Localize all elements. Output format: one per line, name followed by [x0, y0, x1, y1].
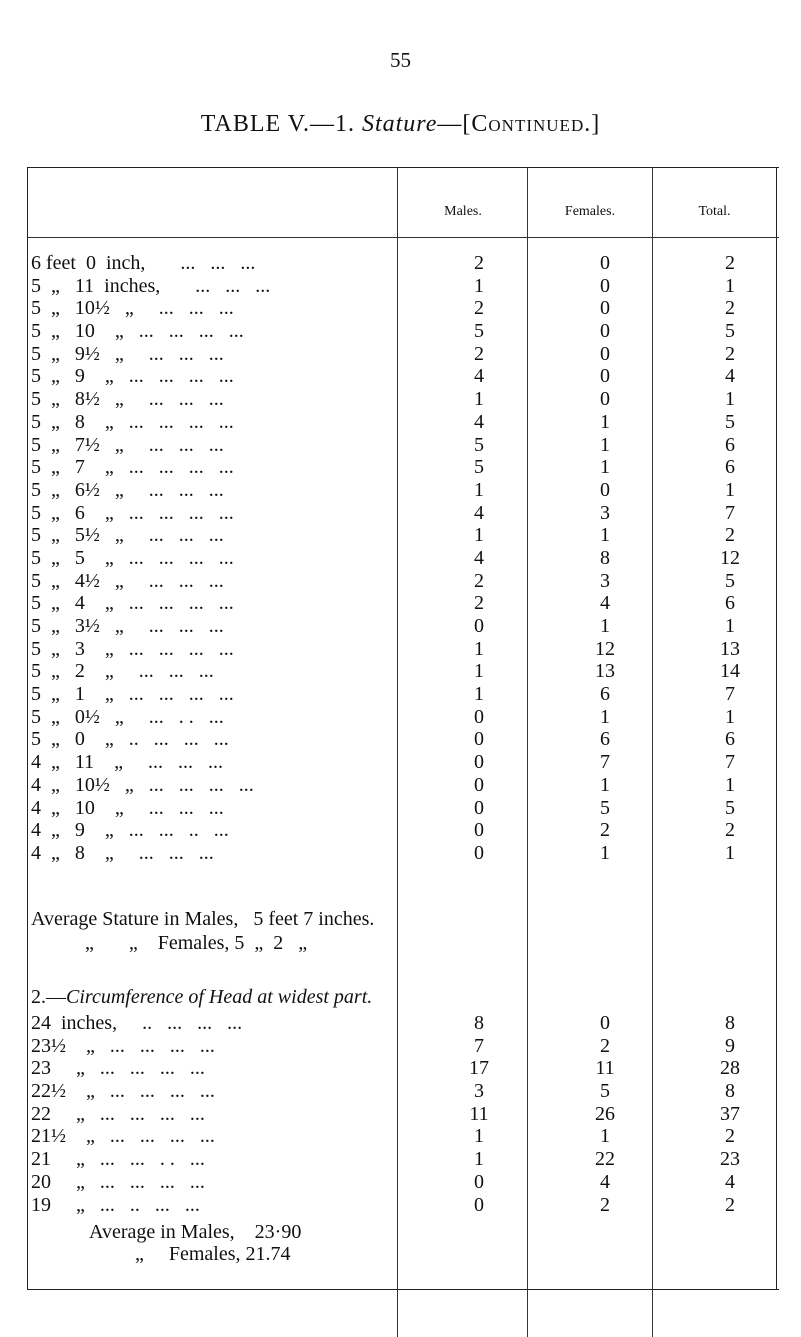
total-cell: 2 — [725, 1193, 735, 1216]
row-label: 4 „ 11 „ ... ... ... — [31, 751, 224, 774]
table-row — [27, 343, 777, 366]
males-cell: 1 — [474, 524, 484, 547]
females-cell: 2 — [600, 1193, 610, 1216]
females-cell: 0 — [600, 342, 610, 365]
row-label: 5 „ 3 „ ... ... ... ... — [31, 637, 234, 660]
row-label: 21 „ ... ... . . ... — [31, 1148, 205, 1171]
total-cell: 13 — [720, 637, 740, 660]
total-cell: 9 — [725, 1034, 735, 1057]
total-cell: 7 — [725, 683, 735, 706]
total-cell: 5 — [725, 410, 735, 433]
total-cell: 5 — [725, 320, 735, 343]
section2-title: Circumference of Head at widest part. — [66, 986, 373, 1008]
females-cell: 0 — [600, 1012, 610, 1034]
females-cell: 1 — [600, 773, 610, 796]
row-label: 5 „ 8½ „ ... ... ... — [31, 388, 224, 411]
average-head-males: Average in Males, 23·90 — [89, 1221, 302, 1243]
table-row — [27, 456, 777, 479]
females-cell: 7 — [600, 751, 610, 774]
males-cell: 0 — [474, 1193, 484, 1216]
males-cell: 4 — [474, 410, 484, 433]
table-bottom-border — [27, 1289, 779, 1290]
females-cell: 3 — [600, 501, 610, 524]
table-row — [27, 524, 777, 547]
table-row — [27, 751, 777, 774]
table-row — [27, 706, 777, 729]
table-row — [27, 1125, 777, 1148]
table-row — [27, 1080, 777, 1103]
table-row — [27, 592, 777, 615]
females-cell: 0 — [600, 388, 610, 411]
title-italic: Stature — [361, 111, 438, 137]
page-number: 55 — [390, 48, 411, 72]
males-cell: 0 — [474, 1170, 484, 1193]
females-cell: 22 — [595, 1148, 615, 1171]
females-cell: 1 — [600, 1125, 610, 1148]
row-label: 22 „ ... ... ... ... — [31, 1102, 205, 1125]
row-label: 4 „ 10½ „ ... ... ... ... — [31, 773, 254, 796]
table-row — [27, 1103, 777, 1126]
males-cell: 1 — [474, 660, 484, 683]
females-cell: 1 — [600, 524, 610, 547]
row-label: 5 „ 6½ „ ... ... ... — [31, 478, 224, 501]
row-label: 5 „ 9 „ ... ... ... ... — [31, 365, 234, 388]
total-cell: 8 — [725, 1080, 735, 1103]
average-head-females: „ Females, 21.74 — [135, 1243, 291, 1265]
total-cell: 2 — [725, 252, 735, 274]
section2-heading — [31, 986, 372, 1009]
males-cell: 1 — [474, 683, 484, 706]
females-cell: 11 — [595, 1057, 615, 1080]
table-row — [27, 411, 777, 434]
title-prefix: TABLE V.—1. — [200, 111, 362, 137]
row-label: 5 „ 9½ „ ... ... ... — [31, 342, 224, 365]
total-cell: 14 — [720, 660, 740, 683]
females-cell: 6 — [600, 683, 610, 706]
header-females: Females. — [564, 204, 616, 219]
females-cell: 4 — [600, 592, 610, 615]
males-cell: 2 — [474, 342, 484, 365]
males-cell: 4 — [474, 546, 484, 569]
females-cell: 1 — [600, 410, 610, 433]
table-row — [27, 434, 777, 457]
table-row — [27, 365, 777, 388]
females-cell: 0 — [600, 478, 610, 501]
row-label: 5 „ 10 „ ... ... ... ... — [31, 320, 244, 343]
total-cell: 6 — [725, 592, 735, 615]
row-label: 5 „ 8 „ ... ... ... ... — [31, 410, 234, 433]
females-cell: 0 — [600, 252, 610, 274]
females-cell: 6 — [600, 728, 610, 751]
table-row — [27, 502, 777, 525]
row-label: 5 „ 4½ „ ... ... ... — [31, 569, 224, 592]
row-label: 5 „ 6 „ ... ... ... ... — [31, 501, 234, 524]
females-cell: 2 — [600, 819, 610, 842]
table-row — [27, 1171, 777, 1194]
males-cell: 0 — [474, 796, 484, 819]
males-cell: 5 — [474, 456, 484, 479]
table-row — [27, 638, 777, 661]
row-label: 5 „ 11 inches, ... ... ... — [31, 274, 271, 297]
table-row — [27, 728, 777, 751]
males-cell: 0 — [474, 841, 484, 864]
total-cell: 6 — [725, 456, 735, 479]
table-title — [0, 111, 801, 138]
row-label: 4 „ 8 „ ... ... ... — [31, 841, 214, 864]
males-cell: 0 — [474, 728, 484, 751]
table-row — [27, 1012, 777, 1035]
females-cell: 8 — [600, 546, 610, 569]
total-cell: 1 — [725, 388, 735, 411]
males-cell: 5 — [474, 433, 484, 456]
table-row — [27, 842, 777, 865]
males-cell: 8 — [474, 1012, 484, 1034]
table-row — [27, 570, 777, 593]
females-cell: 3 — [600, 569, 610, 592]
stature-table-body — [27, 252, 777, 865]
row-label: 23 „ ... ... ... ... — [31, 1057, 205, 1080]
row-label: 5 „ 0½ „ ... . . ... — [31, 705, 224, 728]
males-cell: 5 — [474, 320, 484, 343]
females-cell: 2 — [600, 1034, 610, 1057]
total-cell: 1 — [725, 478, 735, 501]
table-row — [27, 388, 777, 411]
males-cell: 2 — [474, 569, 484, 592]
total-cell: 1 — [725, 773, 735, 796]
males-cell: 0 — [474, 819, 484, 842]
row-label: 4 „ 10 „ ... ... ... — [31, 796, 224, 819]
total-cell: 2 — [725, 297, 735, 320]
females-cell: 4 — [600, 1170, 610, 1193]
males-cell: 1 — [474, 1148, 484, 1171]
total-cell: 2 — [725, 342, 735, 365]
females-cell: 5 — [600, 796, 610, 819]
females-cell: 1 — [600, 841, 610, 864]
header-rule — [27, 237, 779, 238]
males-cell: 1 — [474, 637, 484, 660]
males-cell: 2 — [474, 297, 484, 320]
total-cell: 6 — [725, 433, 735, 456]
head-table-body — [27, 1012, 777, 1216]
males-cell: 1 — [474, 478, 484, 501]
total-cell: 1 — [725, 274, 735, 297]
females-cell: 0 — [600, 365, 610, 388]
total-cell: 23 — [720, 1148, 740, 1171]
females-cell: 1 — [600, 456, 610, 479]
table-row — [27, 547, 777, 570]
total-cell: 5 — [725, 796, 735, 819]
table-row — [27, 297, 777, 320]
males-cell: 4 — [474, 501, 484, 524]
row-label: 4 „ 9 „ ... ... .. ... — [31, 819, 229, 842]
row-label: 5 „ 5½ „ ... ... ... — [31, 524, 224, 547]
table-row — [27, 479, 777, 502]
total-cell: 2 — [725, 524, 735, 547]
table-row — [27, 320, 777, 343]
females-cell: 13 — [595, 660, 615, 683]
males-cell: 1 — [474, 388, 484, 411]
table-row — [27, 683, 777, 706]
females-cell: 0 — [600, 274, 610, 297]
table-top-border — [27, 167, 779, 168]
females-cell: 12 — [595, 637, 615, 660]
males-cell: 1 — [474, 1125, 484, 1148]
males-cell: 2 — [474, 592, 484, 615]
row-label: 5 „ 0 „ .. ... ... ... — [31, 728, 229, 751]
average-stature-females: „ „ Females, 5 „ 2 „ — [85, 932, 308, 954]
total-cell: 7 — [725, 751, 735, 774]
males-cell: 0 — [474, 705, 484, 728]
table-row — [27, 1148, 777, 1171]
row-label: 5 „ 7½ „ ... ... ... — [31, 433, 224, 456]
females-cell: 0 — [600, 320, 610, 343]
total-cell: 2 — [725, 819, 735, 842]
males-cell: 0 — [474, 615, 484, 637]
table-row — [27, 1035, 777, 1058]
males-cell: 7 — [474, 1034, 484, 1057]
row-label: 22½ „ ... ... ... ... — [31, 1080, 215, 1103]
table-row — [27, 1057, 777, 1080]
total-cell: 2 — [725, 1125, 735, 1148]
total-cell: 4 — [725, 365, 735, 388]
total-cell: 6 — [725, 728, 735, 751]
males-cell: 11 — [469, 1102, 489, 1125]
total-cell: 37 — [720, 1102, 740, 1125]
row-label: 23½ „ ... ... ... ... — [31, 1034, 215, 1057]
table-row — [27, 819, 777, 842]
row-label: 5 „ 3½ „ ... ... ... — [31, 615, 224, 637]
row-label: 19 „ ... .. ... ... — [31, 1193, 200, 1216]
table-row — [27, 275, 777, 298]
males-cell: 0 — [474, 751, 484, 774]
total-cell: 4 — [725, 1170, 735, 1193]
total-cell: 1 — [725, 705, 735, 728]
row-label: 5 „ 5 „ ... ... ... ... — [31, 546, 234, 569]
total-cell: 5 — [725, 569, 735, 592]
section2-prefix: 2.— — [31, 986, 66, 1008]
total-cell: 1 — [725, 841, 735, 864]
total-cell: 8 — [725, 1012, 735, 1034]
average-stature-males: Average Stature in Males, 5 feet 7 inches. — [31, 908, 375, 930]
table-row — [27, 660, 777, 683]
males-cell: 0 — [474, 773, 484, 796]
row-label: 20 „ ... ... ... ... — [31, 1170, 205, 1193]
table-row — [27, 797, 777, 820]
row-label: 5 „ 2 „ ... ... ... — [31, 660, 214, 683]
total-cell: 28 — [720, 1057, 740, 1080]
row-label: 5 „ 4 „ ... ... ... ... — [31, 592, 234, 615]
females-cell: 26 — [595, 1102, 615, 1125]
females-cell: 1 — [600, 705, 610, 728]
row-label: 5 „ 1 „ ... ... ... ... — [31, 683, 234, 706]
total-cell: 1 — [725, 615, 735, 637]
males-cell: 1 — [474, 274, 484, 297]
males-cell: 3 — [474, 1080, 484, 1103]
males-cell: 4 — [474, 365, 484, 388]
total-cell: 12 — [720, 546, 740, 569]
row-label: 5 „ 7 „ ... ... ... ... — [31, 456, 234, 479]
row-label: 5 „ 10½ „ ... ... ... — [31, 297, 234, 320]
table-row — [27, 774, 777, 797]
header-total: Total. — [698, 204, 731, 219]
table-row — [27, 615, 777, 638]
total-cell: 7 — [725, 501, 735, 524]
females-cell: 5 — [600, 1080, 610, 1103]
males-cell: 2 — [474, 252, 484, 274]
title-suffix: —[Continued.] — [437, 111, 601, 137]
table-row — [27, 252, 777, 275]
row-label: 6 feet 0 inch, ... ... ... — [31, 252, 256, 274]
row-label: 21½ „ ... ... ... ... — [31, 1125, 215, 1148]
row-label: 24 inches, .. ... ... ... — [31, 1012, 243, 1034]
header-males: Males. — [444, 204, 482, 219]
males-cell: 17 — [469, 1057, 489, 1080]
females-cell: 1 — [600, 615, 610, 637]
females-cell: 0 — [600, 297, 610, 320]
table-row — [27, 1194, 777, 1217]
females-cell: 1 — [600, 433, 610, 456]
